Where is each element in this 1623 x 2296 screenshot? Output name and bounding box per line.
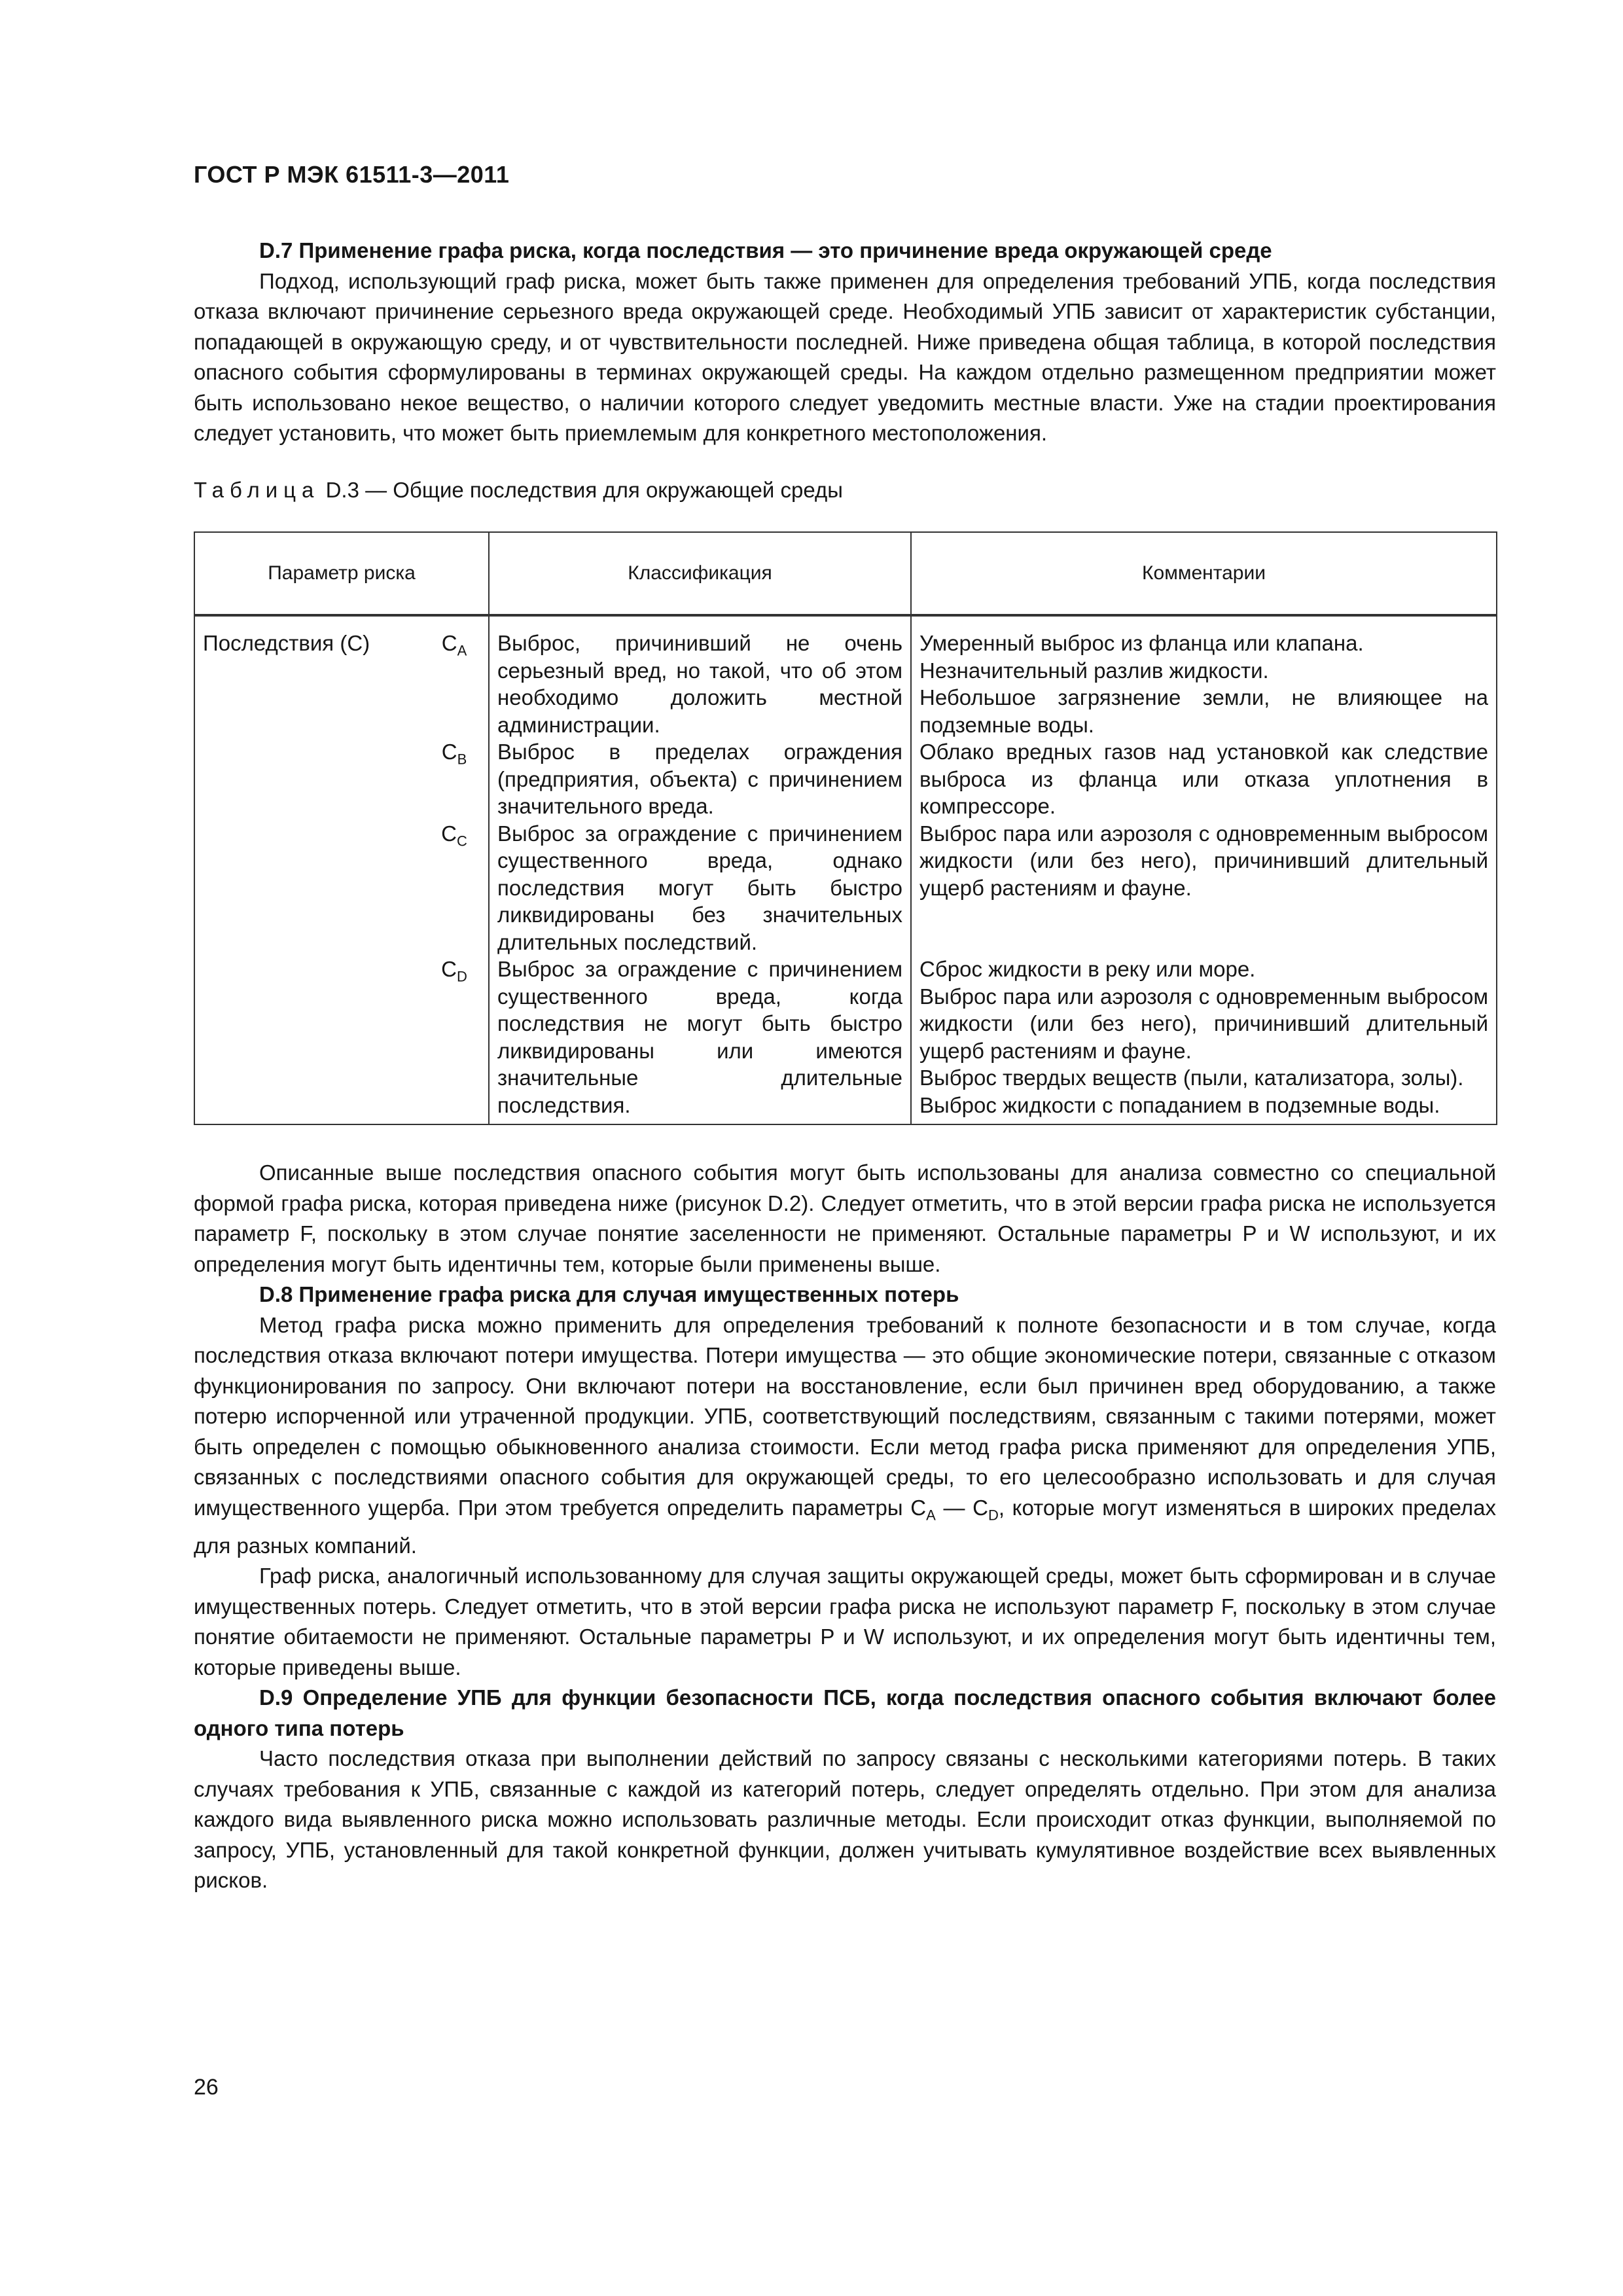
- comments-cc: [911, 820, 1497, 956]
- document-header: ГОСТ Р МЭК 61511-3—2011: [194, 161, 510, 188]
- comment-line: Небольшое загрязнение земли, не влияющее на подземные воды.: [919, 685, 1489, 737]
- environment-consequences-table: [194, 531, 1497, 1125]
- table-caption-word: Таблица: [194, 477, 320, 502]
- table-row-cd: [194, 956, 1497, 1124]
- param-consequences: Последствия (C): [194, 615, 420, 738]
- header-comments: Комментарии: [911, 532, 1497, 615]
- classification-cd: Выброс за ограждение с причинением существенного вреда, когда последствия не могут быть быстро ликвидированы или имеются значительные длительные последствия.: [489, 956, 911, 1124]
- classification-cb: Выброс в пределах ограждения (предприятия, объекта) с причинением значительного вреда.: [489, 738, 911, 820]
- table-header-row: [194, 532, 1497, 615]
- comments-cd: [911, 956, 1497, 1124]
- classification-cc: Выброс за ограждение с причинением существенного вреда, однако последствия могут быть быстро ликвидированы без значительных длительных последствий.: [489, 820, 911, 956]
- section-d7-title: D.7 Применение графа риска, когда последствия — это причинение вреда окружающей среде: [259, 238, 1272, 262]
- comment-line: Выброс жидкости с попаданием в подземные воды.: [919, 1092, 1440, 1117]
- section-d8-title: D.8 Применение графа риска для случая имущественных потерь: [259, 1282, 959, 1306]
- comment-line: Умеренный выброс из фланца или клапана.: [919, 631, 1364, 655]
- table-row-ca: [194, 615, 1497, 738]
- code-ca: $C_A$: [420, 615, 489, 738]
- comment-line: Сброс жидкости в реку или море.: [919, 957, 1256, 981]
- after-table-paragraph: Описанные выше последствия опасного события могут быть использованы для анализа совместно со специальной формой графа риска, которая приведена ниже (рисунок D.2). Следует отметить, что в этой версии графа риска не используется параметр F, поскольку в этом случае понятие заселенности не применяют. Остальные параметры P и W используют, и их определения могут быть идентичны тем, которые были применены выше.: [194, 1160, 1496, 1276]
- header-classification: Классификация: [489, 532, 911, 615]
- comment-line: Выброс твердых веществ (пыли, катализатора, золы).: [919, 1066, 1464, 1090]
- classification-ca: Выброс, причинивший не очень серьезный вред, но такой, что об этом необходимо доложить местной администрации.: [489, 615, 911, 738]
- section-d9-title: D.9 Определение УПБ для функции безопасности ПСБ, когда последствия опасного события включают более одного типа потерь: [194, 1685, 1496, 1740]
- code-cb: $C_B$: [420, 738, 489, 820]
- table-row-cc: [194, 820, 1497, 956]
- code-cc: $C_C$: [420, 820, 489, 956]
- table-row-cb: [194, 738, 1497, 820]
- section-d9-paragraph: Часто последствия отказа при выполнении действий по запросу связаны с несколькими категориями потерь. В таких случаях требования к УПБ, связанные с каждой из категорий потерь, следует определять отдельно. При этом для анализа каждого вида выявленного риска можно использовать различные методы. Если происходит отказ функции, выполняемой по запросу, УПБ, установленный для такой конкретной функции, должен учитывать кумулятивное воздействие всех выявленных рисков.: [194, 1746, 1496, 1893]
- table-caption: [194, 475, 1496, 506]
- page-number: 26: [194, 2075, 219, 2100]
- comment-line: Незначительный разлив жидкости.: [919, 658, 1269, 683]
- comments-cb: [911, 738, 1497, 820]
- header-risk-parameter: Параметр риска: [194, 532, 489, 615]
- section-d8-paragraph-2: Граф риска, аналогичный использованному для случая защиты окружающей среды, может быть сформирован и в случае имущественных потерь. Следует отметить, что в этой версии графа риска не используют параметр F, поскольку в этом случае понятие обитаемости не применяют. Остальные параметры P и W используют, и их определения могут быть идентичны тем, которые приведены выше.: [194, 1564, 1496, 1679]
- comments-ca: [911, 615, 1497, 738]
- comment-line: Выброс пара или аэрозоля с одновременным выбросом жидкости (или без него), причинивший длительный ущерб растениям и фауне.: [919, 821, 1489, 900]
- comment-line: Облако вредных газов над установкой как следствие выброса из фланца или отказа уплотнения в компрессоре.: [919, 740, 1489, 818]
- table-caption-text: D.3 — Общие последствия для окружающей среды: [325, 477, 843, 502]
- section-d8-paragraph-1: Метод графа риска можно применить для определения требований к полноте безопасности и в том случае, когда последствия отказа включают потери имущества. Потери имущества — это общие экономические потери, связанные с отказом функционирования по запросу. Они включают потери на восстановление, если был причинен вред оборудованию, а также потерю испорченной или утраченной продукции. УПБ, соответствующий последствиям, связанным с такими потерями, может быть определен с помощью обыкновенного анализа стоимости. Если метод графа риска применяют для определения УПБ, связанных с последствиями опасного события для окружающей среды, то его целесообразно использовать и для случая имущественного ущерба. При этом требуется определить параметры $C_A$ — $C_D$, которые могут изменяться в широких пределах для разных компаний.: [194, 1312, 1496, 1558]
- code-cd: $C_D$: [420, 956, 489, 1124]
- section-d7-paragraph: Подход, использующий граф риска, может быть также применен для определения требований УПБ, когда последствия отказа включают причинение серьезного вреда окружающей среде. Необходимый УПБ зависит от характеристик субстанции, попадающей в окружающую среду, и от чувствительности последней. Ниже приведена общая таблица, в которой последствия опасного события сформулированы в терминах окружающей среды. На каждом отдельно размещенном предприятии может быть использовано некое вещество, о наличии которого следует уведомить местные власти. Уже на стадии проектирования следует установить, что может быть приемлемым для конкретного местоположения.: [194, 268, 1496, 445]
- comment-line: Выброс пара или аэрозоля с одновременным выбросом жидкости (или без него), причинивший длительный ущерб растениям и фауне.: [919, 984, 1489, 1063]
- page-content: [194, 236, 1496, 1896]
